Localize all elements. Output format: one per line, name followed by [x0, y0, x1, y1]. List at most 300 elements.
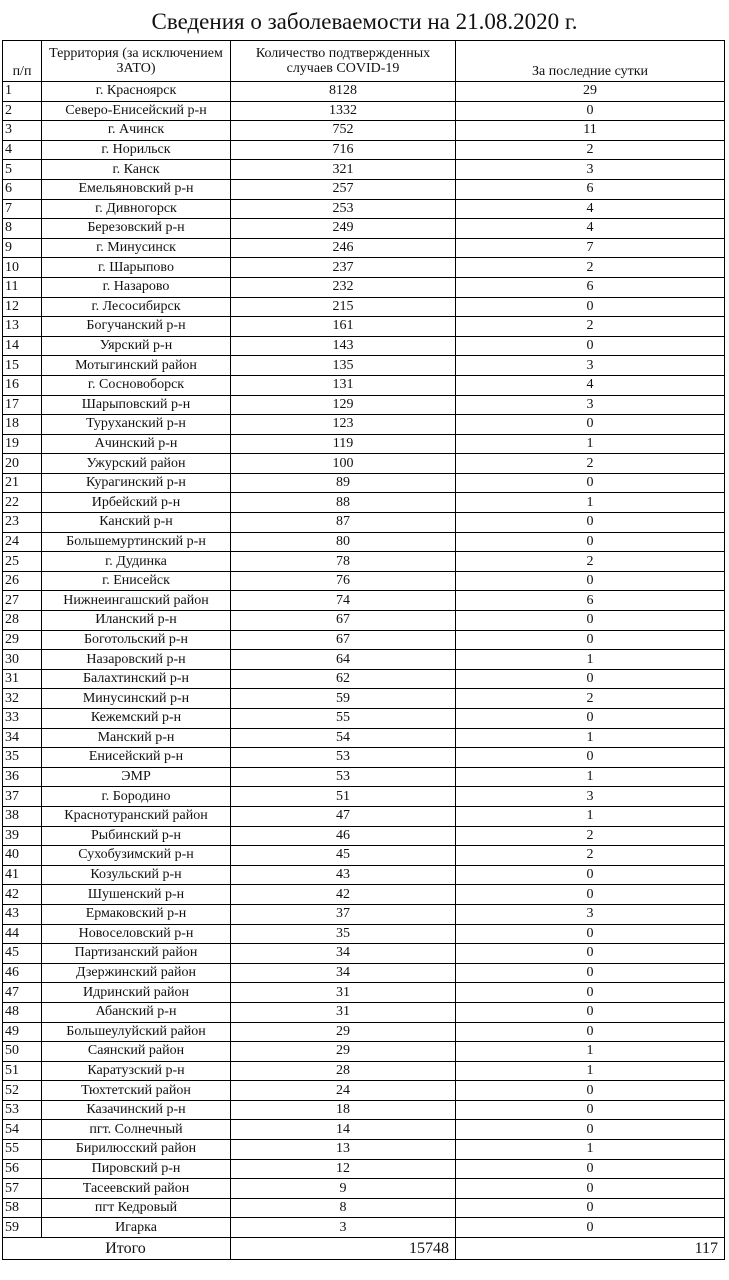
- row-number-cell: 54: [3, 1120, 42, 1140]
- row-number-cell: 51: [3, 1061, 42, 1081]
- table-row: [3, 101, 725, 121]
- last-day-cases-cell: 0: [456, 1120, 725, 1140]
- last-day-cases-cell: 0: [456, 669, 725, 689]
- last-day-cases-cell: 2: [456, 552, 725, 572]
- table-row: [3, 709, 725, 729]
- row-number-cell: 29: [3, 630, 42, 650]
- last-day-cases-cell: 0: [456, 336, 725, 356]
- row-number-cell: 13: [3, 317, 42, 337]
- confirmed-cases-cell: 8: [231, 1198, 456, 1218]
- territory-cell: Кежемский р-н: [42, 709, 231, 729]
- table-row: [3, 748, 725, 768]
- row-number-cell: 1: [3, 82, 42, 102]
- territory-cell: Идринский район: [42, 983, 231, 1003]
- territory-cell: г. Дивногорск: [42, 199, 231, 219]
- confirmed-cases-cell: 31: [231, 983, 456, 1003]
- confirmed-cases-cell: 29: [231, 1042, 456, 1062]
- row-number-cell: 24: [3, 532, 42, 552]
- territory-cell: пгт. Солнечный: [42, 1120, 231, 1140]
- row-number-cell: 48: [3, 1002, 42, 1022]
- territory-cell: г. Красноярск: [42, 82, 231, 102]
- confirmed-cases-cell: 29: [231, 1022, 456, 1042]
- confirmed-cases-cell: 253: [231, 199, 456, 219]
- row-number-cell: 3: [3, 121, 42, 141]
- table-row: [3, 219, 725, 239]
- table-row: [3, 904, 725, 924]
- territory-cell: Назаровский р-н: [42, 650, 231, 670]
- row-number-cell: 32: [3, 689, 42, 709]
- last-day-cases-cell: 0: [456, 709, 725, 729]
- total-last-day: 117: [456, 1238, 725, 1260]
- territory-cell: Ужурский район: [42, 454, 231, 474]
- confirmed-cases-cell: 3: [231, 1218, 456, 1238]
- row-number-cell: 21: [3, 473, 42, 493]
- last-day-cases-cell: 3: [456, 395, 725, 415]
- confirmed-cases-cell: 53: [231, 748, 456, 768]
- last-day-cases-cell: 0: [456, 101, 725, 121]
- territory-cell: г. Енисейск: [42, 571, 231, 591]
- row-number-cell: 15: [3, 356, 42, 376]
- confirmed-cases-cell: 59: [231, 689, 456, 709]
- table-row: [3, 1218, 725, 1238]
- row-number-cell: 18: [3, 415, 42, 435]
- territory-cell: Мотыгинский район: [42, 356, 231, 376]
- territory-cell: Дзержинский район: [42, 963, 231, 983]
- row-number-cell: 39: [3, 826, 42, 846]
- confirmed-cases-cell: 34: [231, 944, 456, 964]
- table-row: [3, 454, 725, 474]
- row-number-cell: 8: [3, 219, 42, 239]
- row-number-cell: 44: [3, 924, 42, 944]
- table-row: [3, 552, 725, 572]
- table-row: [3, 1081, 725, 1101]
- confirmed-cases-cell: 257: [231, 179, 456, 199]
- table-row: [3, 1159, 725, 1179]
- confirmed-cases-cell: 67: [231, 630, 456, 650]
- total-row: [3, 1238, 725, 1260]
- confirmed-cases-cell: 246: [231, 238, 456, 258]
- last-day-cases-cell: 0: [456, 924, 725, 944]
- header-confirmed-cases: Количество подтвержденных случаев COVID-19: [231, 41, 456, 82]
- row-number-cell: 36: [3, 767, 42, 787]
- row-number-cell: 33: [3, 709, 42, 729]
- table-row: [3, 983, 725, 1003]
- territory-cell: Туруханский р-н: [42, 415, 231, 435]
- table-row: [3, 434, 725, 454]
- confirmed-cases-cell: 8128: [231, 82, 456, 102]
- table-row: [3, 571, 725, 591]
- header-row-number: п/п: [3, 41, 42, 82]
- confirmed-cases-cell: 37: [231, 904, 456, 924]
- row-number-cell: 57: [3, 1179, 42, 1199]
- confirmed-cases-cell: 143: [231, 336, 456, 356]
- last-day-cases-cell: 0: [456, 1081, 725, 1101]
- territory-cell: Богучанский р-н: [42, 317, 231, 337]
- confirmed-cases-cell: 119: [231, 434, 456, 454]
- territory-cell: Казачинский р-н: [42, 1100, 231, 1120]
- territory-cell: Саянский район: [42, 1042, 231, 1062]
- territory-cell: Сухобузимский р-н: [42, 846, 231, 866]
- last-day-cases-cell: 1: [456, 767, 725, 787]
- document-title: Сведения о заболеваемости на 21.08.2020 г.: [151, 9, 578, 34]
- last-day-cases-cell: 2: [456, 846, 725, 866]
- row-number-cell: 46: [3, 963, 42, 983]
- territory-cell: г. Норильск: [42, 140, 231, 160]
- territory-cell: Тасеевский район: [42, 1179, 231, 1199]
- last-day-cases-cell: 1: [456, 650, 725, 670]
- territory-cell: г. Бородино: [42, 787, 231, 807]
- last-day-cases-cell: 4: [456, 375, 725, 395]
- confirmed-cases-cell: 67: [231, 611, 456, 631]
- territory-cell: Шарыповский р-н: [42, 395, 231, 415]
- table-row: [3, 356, 725, 376]
- row-number-cell: 52: [3, 1081, 42, 1101]
- row-number-cell: 27: [3, 591, 42, 611]
- confirmed-cases-cell: 12: [231, 1159, 456, 1179]
- territory-cell: Бирилюсский район: [42, 1140, 231, 1160]
- row-number-cell: 41: [3, 865, 42, 885]
- confirmed-cases-cell: 78: [231, 552, 456, 572]
- table-row: [3, 375, 725, 395]
- table-row: [3, 1061, 725, 1081]
- last-day-cases-cell: 1: [456, 728, 725, 748]
- territory-cell: Ачинский р-н: [42, 434, 231, 454]
- last-day-cases-cell: 0: [456, 1198, 725, 1218]
- confirmed-cases-cell: 129: [231, 395, 456, 415]
- last-day-cases-cell: 0: [456, 571, 725, 591]
- territory-cell: Минусинский р-н: [42, 689, 231, 709]
- confirmed-cases-cell: 18: [231, 1100, 456, 1120]
- table-header-row: [3, 41, 725, 82]
- covid-cases-table: [2, 40, 725, 1260]
- table-row: [3, 277, 725, 297]
- confirmed-cases-cell: 43: [231, 865, 456, 885]
- confirmed-cases-cell: 237: [231, 258, 456, 278]
- table-row: [3, 473, 725, 493]
- table-row: [3, 924, 725, 944]
- table-row: [3, 395, 725, 415]
- confirmed-cases-cell: 249: [231, 219, 456, 239]
- row-number-cell: 6: [3, 179, 42, 199]
- last-day-cases-cell: 7: [456, 238, 725, 258]
- confirmed-cases-cell: 46: [231, 826, 456, 846]
- table-row: [3, 611, 725, 631]
- last-day-cases-cell: 1: [456, 493, 725, 513]
- territory-cell: Северо-Енисейский р-н: [42, 101, 231, 121]
- last-day-cases-cell: 2: [456, 317, 725, 337]
- row-number-cell: 49: [3, 1022, 42, 1042]
- territory-cell: Балахтинский р-н: [42, 669, 231, 689]
- table-row: [3, 963, 725, 983]
- total-count: 15748: [231, 1238, 456, 1260]
- last-day-cases-cell: 2: [456, 689, 725, 709]
- row-number-cell: 26: [3, 571, 42, 591]
- row-number-cell: 42: [3, 885, 42, 905]
- last-day-cases-cell: 0: [456, 473, 725, 493]
- row-number-cell: 25: [3, 552, 42, 572]
- last-day-cases-cell: 0: [456, 983, 725, 1003]
- territory-cell: Абанский р-н: [42, 1002, 231, 1022]
- confirmed-cases-cell: 24: [231, 1081, 456, 1101]
- territory-cell: Большемуртинский р-н: [42, 532, 231, 552]
- confirmed-cases-cell: 88: [231, 493, 456, 513]
- row-number-cell: 59: [3, 1218, 42, 1238]
- last-day-cases-cell: 2: [456, 826, 725, 846]
- confirmed-cases-cell: 9: [231, 1179, 456, 1199]
- confirmed-cases-cell: 76: [231, 571, 456, 591]
- last-day-cases-cell: 0: [456, 630, 725, 650]
- total-label: Итого: [3, 1238, 231, 1260]
- confirmed-cases-cell: 89: [231, 473, 456, 493]
- territory-cell: Манский р-н: [42, 728, 231, 748]
- table-row: [3, 846, 725, 866]
- table-row: [3, 82, 725, 102]
- row-number-cell: 31: [3, 669, 42, 689]
- table-row: [3, 1100, 725, 1120]
- table-row: [3, 179, 725, 199]
- last-day-cases-cell: 2: [456, 258, 725, 278]
- table-row: [3, 493, 725, 513]
- last-day-cases-cell: 2: [456, 140, 725, 160]
- territory-cell: Енисейский р-н: [42, 748, 231, 768]
- confirmed-cases-cell: 123: [231, 415, 456, 435]
- table-row: [3, 1042, 725, 1062]
- confirmed-cases-cell: 321: [231, 160, 456, 180]
- table-row: [3, 787, 725, 807]
- confirmed-cases-cell: 131: [231, 375, 456, 395]
- last-day-cases-cell: 0: [456, 1159, 725, 1179]
- table-row: [3, 160, 725, 180]
- table-row: [3, 258, 725, 278]
- last-day-cases-cell: 0: [456, 1179, 725, 1199]
- last-day-cases-cell: 0: [456, 1022, 725, 1042]
- row-number-cell: 30: [3, 650, 42, 670]
- last-day-cases-cell: 0: [456, 748, 725, 768]
- territory-cell: Большеулуйский район: [42, 1022, 231, 1042]
- last-day-cases-cell: 4: [456, 219, 725, 239]
- table-row: [3, 1140, 725, 1160]
- header-territory: Территория (за исключением ЗАТО): [42, 41, 231, 82]
- table-row: [3, 591, 725, 611]
- confirmed-cases-cell: 1332: [231, 101, 456, 121]
- last-day-cases-cell: 1: [456, 806, 725, 826]
- last-day-cases-cell: 0: [456, 865, 725, 885]
- row-number-cell: 55: [3, 1140, 42, 1160]
- last-day-cases-cell: 0: [456, 963, 725, 983]
- row-number-cell: 9: [3, 238, 42, 258]
- row-number-cell: 10: [3, 258, 42, 278]
- territory-cell: Игарка: [42, 1218, 231, 1238]
- confirmed-cases-cell: 54: [231, 728, 456, 748]
- row-number-cell: 22: [3, 493, 42, 513]
- row-number-cell: 45: [3, 944, 42, 964]
- territory-cell: пгт Кедровый: [42, 1198, 231, 1218]
- last-day-cases-cell: 6: [456, 179, 725, 199]
- territory-cell: Рыбинский р-н: [42, 826, 231, 846]
- territory-cell: Ермаковский р-н: [42, 904, 231, 924]
- table-row: [3, 1120, 725, 1140]
- territory-cell: Козульский р-н: [42, 865, 231, 885]
- last-day-cases-cell: 6: [456, 591, 725, 611]
- row-number-cell: 35: [3, 748, 42, 768]
- last-day-cases-cell: 0: [456, 1218, 725, 1238]
- confirmed-cases-cell: 64: [231, 650, 456, 670]
- row-number-cell: 17: [3, 395, 42, 415]
- last-day-cases-cell: 3: [456, 904, 725, 924]
- last-day-cases-cell: 4: [456, 199, 725, 219]
- row-number-cell: 11: [3, 277, 42, 297]
- table-row: [3, 532, 725, 552]
- row-number-cell: 23: [3, 513, 42, 533]
- row-number-cell: 34: [3, 728, 42, 748]
- last-day-cases-cell: 0: [456, 297, 725, 317]
- table-row: [3, 728, 725, 748]
- table-row: [3, 1002, 725, 1022]
- table-row: [3, 336, 725, 356]
- territory-cell: Нижнеингашский район: [42, 591, 231, 611]
- confirmed-cases-cell: 161: [231, 317, 456, 337]
- confirmed-cases-cell: 42: [231, 885, 456, 905]
- territory-cell: г. Сосновоборск: [42, 375, 231, 395]
- last-day-cases-cell: 1: [456, 1061, 725, 1081]
- confirmed-cases-cell: 62: [231, 669, 456, 689]
- last-day-cases-cell: 3: [456, 160, 725, 180]
- confirmed-cases-cell: 716: [231, 140, 456, 160]
- row-number-cell: 53: [3, 1100, 42, 1120]
- table-row: [3, 140, 725, 160]
- territory-cell: Новоселовский р-н: [42, 924, 231, 944]
- territory-cell: Ирбейский р-н: [42, 493, 231, 513]
- last-day-cases-cell: 0: [456, 885, 725, 905]
- table-row: [3, 689, 725, 709]
- row-number-cell: 12: [3, 297, 42, 317]
- table-row: [3, 415, 725, 435]
- table-row: [3, 238, 725, 258]
- confirmed-cases-cell: 47: [231, 806, 456, 826]
- row-number-cell: 56: [3, 1159, 42, 1179]
- territory-cell: г. Ачинск: [42, 121, 231, 141]
- row-number-cell: 38: [3, 806, 42, 826]
- last-day-cases-cell: 0: [456, 415, 725, 435]
- confirmed-cases-cell: 53: [231, 767, 456, 787]
- confirmed-cases-cell: 51: [231, 787, 456, 807]
- confirmed-cases-cell: 14: [231, 1120, 456, 1140]
- confirmed-cases-cell: 232: [231, 277, 456, 297]
- row-number-cell: 58: [3, 1198, 42, 1218]
- row-number-cell: 19: [3, 434, 42, 454]
- table-row: [3, 885, 725, 905]
- last-day-cases-cell: 3: [456, 787, 725, 807]
- confirmed-cases-cell: 28: [231, 1061, 456, 1081]
- row-number-cell: 40: [3, 846, 42, 866]
- row-number-cell: 50: [3, 1042, 42, 1062]
- territory-cell: г. Шарыпово: [42, 258, 231, 278]
- confirmed-cases-cell: 74: [231, 591, 456, 611]
- row-number-cell: 37: [3, 787, 42, 807]
- last-day-cases-cell: 29: [456, 82, 725, 102]
- table-body: [3, 82, 725, 1238]
- row-number-cell: 5: [3, 160, 42, 180]
- last-day-cases-cell: 0: [456, 513, 725, 533]
- table-row: [3, 317, 725, 337]
- territory-cell: Краснотуранский район: [42, 806, 231, 826]
- confirmed-cases-cell: 45: [231, 846, 456, 866]
- last-day-cases-cell: 6: [456, 277, 725, 297]
- territory-cell: Каратузский р-н: [42, 1061, 231, 1081]
- territory-cell: г. Назарово: [42, 277, 231, 297]
- territory-cell: Курагинский р-н: [42, 473, 231, 493]
- confirmed-cases-cell: 135: [231, 356, 456, 376]
- territory-cell: Пировский р-н: [42, 1159, 231, 1179]
- last-day-cases-cell: 1: [456, 434, 725, 454]
- confirmed-cases-cell: 752: [231, 121, 456, 141]
- confirmed-cases-cell: 100: [231, 454, 456, 474]
- row-number-cell: 4: [3, 140, 42, 160]
- row-number-cell: 47: [3, 983, 42, 1003]
- territory-cell: Канский р-н: [42, 513, 231, 533]
- territory-cell: Уярский р-н: [42, 336, 231, 356]
- territory-cell: г. Лесосибирск: [42, 297, 231, 317]
- last-day-cases-cell: 0: [456, 532, 725, 552]
- table-row: [3, 513, 725, 533]
- last-day-cases-cell: 1: [456, 1140, 725, 1160]
- table-row: [3, 630, 725, 650]
- territory-cell: г. Канск: [42, 160, 231, 180]
- row-number-cell: 16: [3, 375, 42, 395]
- confirmed-cases-cell: 215: [231, 297, 456, 317]
- confirmed-cases-cell: 80: [231, 532, 456, 552]
- confirmed-cases-cell: 31: [231, 1002, 456, 1022]
- table-row: [3, 826, 725, 846]
- last-day-cases-cell: 0: [456, 944, 725, 964]
- last-day-cases-cell: 11: [456, 121, 725, 141]
- last-day-cases-cell: 0: [456, 611, 725, 631]
- territory-cell: г. Дудинка: [42, 552, 231, 572]
- territory-cell: Боготольский р-н: [42, 630, 231, 650]
- confirmed-cases-cell: 87: [231, 513, 456, 533]
- table-row: [3, 121, 725, 141]
- row-number-cell: 20: [3, 454, 42, 474]
- table-row: [3, 865, 725, 885]
- last-day-cases-cell: 1: [456, 1042, 725, 1062]
- territory-cell: Иланский р-н: [42, 611, 231, 631]
- confirmed-cases-cell: 35: [231, 924, 456, 944]
- table-row: [3, 650, 725, 670]
- last-day-cases-cell: 0: [456, 1002, 725, 1022]
- territory-cell: г. Минусинск: [42, 238, 231, 258]
- confirmed-cases-cell: 55: [231, 709, 456, 729]
- territory-cell: Березовский р-н: [42, 219, 231, 239]
- table-row: [3, 767, 725, 787]
- header-last-day: За последние сутки: [456, 41, 725, 82]
- row-number-cell: 43: [3, 904, 42, 924]
- table-row: [3, 297, 725, 317]
- confirmed-cases-cell: 13: [231, 1140, 456, 1160]
- territory-cell: ЭМР: [42, 767, 231, 787]
- last-day-cases-cell: 0: [456, 1100, 725, 1120]
- table-row: [3, 669, 725, 689]
- last-day-cases-cell: 2: [456, 454, 725, 474]
- territory-cell: Тюхтетский район: [42, 1081, 231, 1101]
- territory-cell: Шушенский р-н: [42, 885, 231, 905]
- row-number-cell: 7: [3, 199, 42, 219]
- last-day-cases-cell: 3: [456, 356, 725, 376]
- row-number-cell: 28: [3, 611, 42, 631]
- table-row: [3, 944, 725, 964]
- territory-cell: Партизанский район: [42, 944, 231, 964]
- row-number-cell: 14: [3, 336, 42, 356]
- table-row: [3, 1198, 725, 1218]
